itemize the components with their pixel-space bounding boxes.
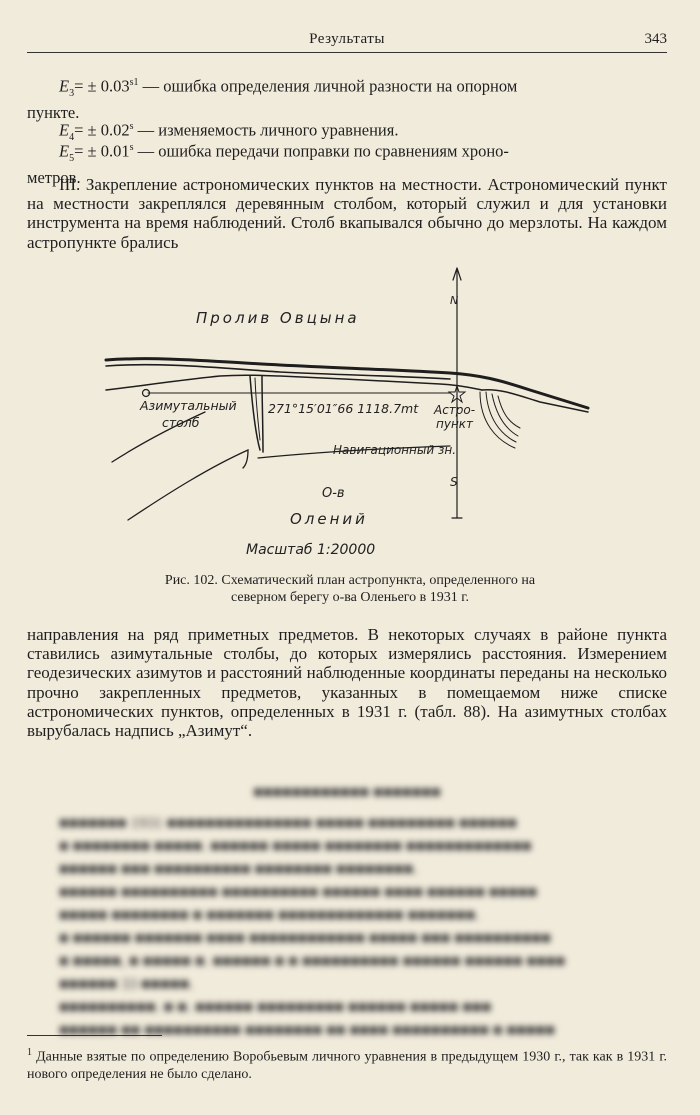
navigation-sign-label: Навигационный зн. xyxy=(333,443,457,457)
formula-e3 xyxy=(27,73,667,122)
blurred-text-region: ■■■■■■■■■■■■ ■■■■■■■ ■■■■■■■ 1931 ■■■■■■■■■■■■■■■ ■■■■■ ■■■■■■■■■ ■■■■■■ ■ ■■■■■■■■ ■■■■■. ■■■■■■ ■■■■■ ■■■■■■■■ ■■■■■■■■■■■■■ ■■■■■■ ■■■ ■■■■■■■■■■ ■■■■■■■■ ■■■■■■■■. ■■■■■■ ■■■■■■■■■■ ■■■■■■■■■■ ■■■■■■ ■■■■ ■■■■■■ ■■■■■ ■■■■■ ■■■■■■■■ ■ ■■■■■■■ ■■■■■■■■■■■■■ ■■■■■■■. ■ ■■■■■■ ■■■■■■■ ■■■■ ■■■■■■■■■■■■ ■■■■■ ■■■ ■■■■■■■■■■ ■ ■■■■■, ■ ■■■■■ ■. ■■■■■■ ■ ■ ■■■■■■■■■■ ■■■■■■ ■■■■■■ ■■■■ ■■■■■■ 33 ■■■■■. ■■■■■■■■■■. ■ ■. ■■■■■■ ■■■■■■■■■ ■■■■■■ ■■■■■ ■■■ ■■■■■■ ■■ ■■■■■■■■■■ ■■■■■■■■ ■■ ■■■■ ■■■■■■■■■■ ■ ■■■■■ xyxy=(59,784,566,1039)
island-code-label: О-в xyxy=(322,486,345,501)
azimuth-post-label: Азимутальный xyxy=(140,398,237,413)
formula-continuation: пункте. xyxy=(27,102,80,122)
astro-point-label: Астро- xyxy=(434,403,476,417)
south-label: S xyxy=(450,475,458,489)
running-header xyxy=(27,30,667,53)
formula-unit: s1 xyxy=(129,77,139,88)
caption-line-2: северном берегу о-ва Оленьего в 1931 г. xyxy=(231,590,469,605)
scale-label: Масштаб 1:20000 xyxy=(246,542,376,558)
paragraph-text: направления на ряд приметных предметов. В некоторых случаях в районе пункта ставились азимутальные столбы, до которых измерялись расстояния. Измерением геодезических азимутов и расстояний наблюденные координаты переданы на несколько прочно закрепленных предметов, указанных в помещаемом ниже списке астрономических пунктов, определенных в 1931 г. (табл. 88). На азимутных столбах вырубалась надпись „Азимут“. xyxy=(27,625,667,741)
formula-continuation: метров. xyxy=(27,167,81,187)
footnote-mark: 1 xyxy=(27,1047,32,1058)
formula-value: = ± 0.01 xyxy=(74,141,130,161)
page-number: 343 xyxy=(644,31,667,47)
running-title: Результаты xyxy=(309,31,385,47)
site-plan-drawing xyxy=(100,262,610,562)
azimuth-distance-label: 271°15′01″66 1118.7mt xyxy=(268,401,419,416)
formula-subscript: 4 xyxy=(69,131,75,143)
site-plan-figure xyxy=(100,262,610,562)
paragraph-text: III. Закрепление астрономических пунктов на местности. Астрономический пункт на местности закреплялся деревянным столбом, который служил и для установки инструмента на время наблюдений. Столб вкапывался обычно до мерзлоты. На каждом астропункте брались xyxy=(27,175,667,252)
formula-subscript: 3 xyxy=(69,87,75,99)
footnote xyxy=(27,1044,667,1083)
formula-symbol: E xyxy=(59,141,70,161)
formula-value: = ± 0.03 xyxy=(74,76,130,96)
north-label: N xyxy=(450,294,459,307)
paragraph-directions xyxy=(27,625,667,740)
formula-symbol: E xyxy=(59,76,70,96)
paragraph-section-iii xyxy=(27,175,667,252)
strait-label: Пролив Овцына xyxy=(196,309,360,327)
island-name-label: Олений xyxy=(290,510,368,528)
formula-symbol: E xyxy=(59,120,70,140)
figure-caption xyxy=(60,572,640,606)
formula-subscript: 5 xyxy=(69,152,75,164)
azimuth-post-label-2: столб xyxy=(162,415,200,430)
formula-value: = ± 0.02 xyxy=(74,120,130,140)
formula-text: — ошибка передачи поправки по сравнениям хроно- xyxy=(133,141,509,161)
footnote-separator xyxy=(27,1035,162,1036)
formula-text: — изменяемость личного уравнения. xyxy=(133,120,399,140)
footnote-text: Данные взятые по определению Воробьевым личного уравнения в предыдущем 1930 г., так как в 1931 г. нового определения не было сделано. xyxy=(27,1049,668,1082)
astro-point-label-2: пункт xyxy=(436,417,474,431)
formula-text: — ошибка определения личной разности на опорном xyxy=(138,76,518,96)
formula-unit: s xyxy=(129,142,134,153)
formula-unit: s xyxy=(129,121,134,132)
caption-line-1: Рис. 102. Схематический план астропункта, определенного на xyxy=(164,573,536,588)
